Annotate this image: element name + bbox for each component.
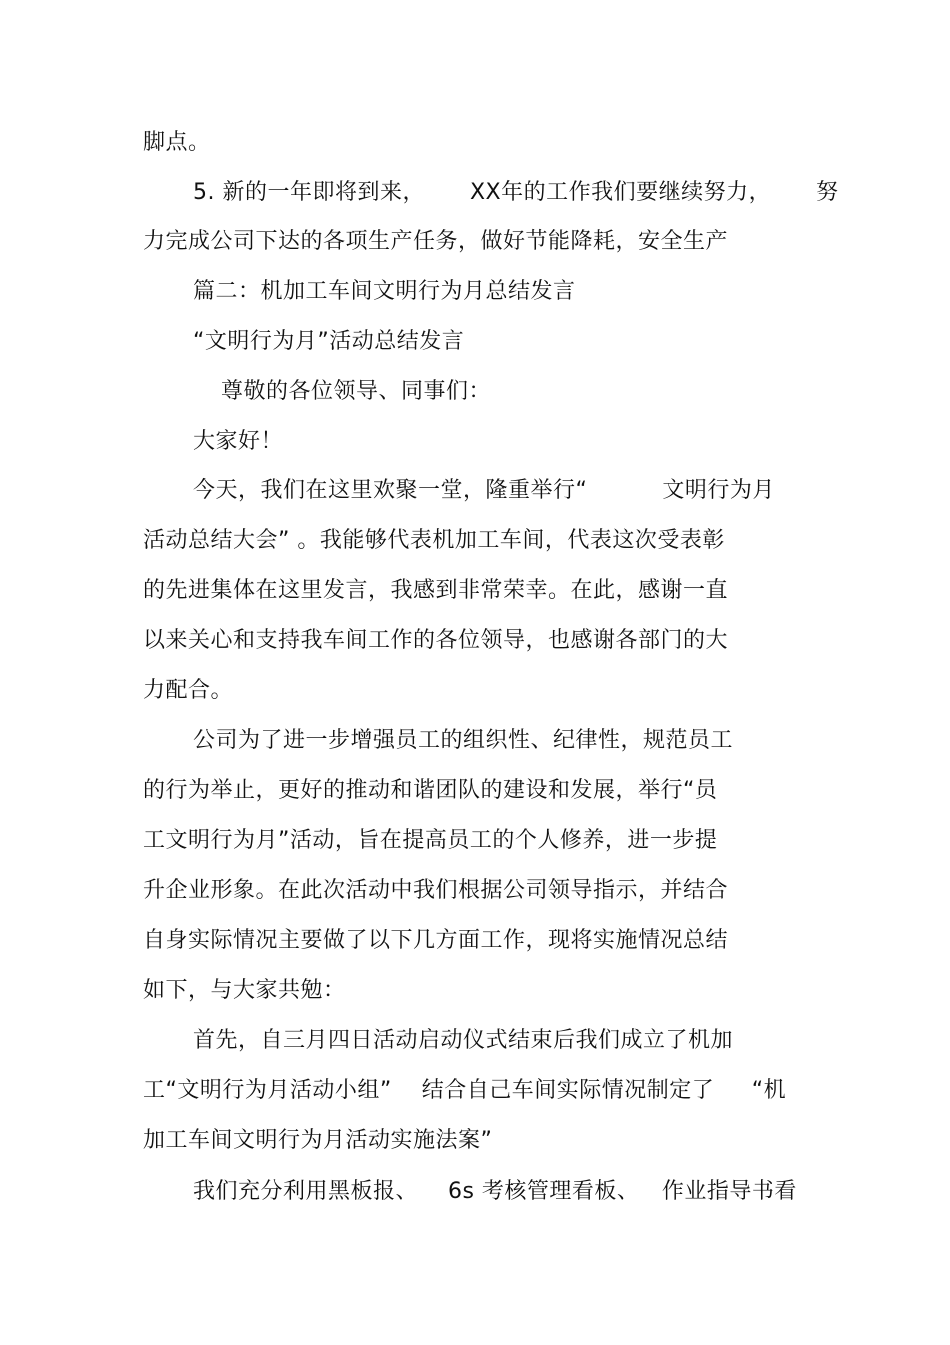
speech-title: “文明行为月”活动总结发言 bbox=[193, 329, 465, 354]
text-line-2: 5. 新的一年即将到来， XX年的工作我们要继续努力， 努 bbox=[193, 180, 839, 205]
text-line-15: 工文明行为月”活动，旨在提高员工的个人修养，进一步提 bbox=[143, 828, 718, 853]
salutation: 尊敬的各位领导、同事们： bbox=[221, 379, 492, 404]
text-line-3: 力完成公司下达的各项生产任务，做好节能降耗，安全生产 bbox=[143, 229, 729, 254]
text-line-8: 今天，我们在这里欢聚一堂，隆重举行“ 文明行为月 bbox=[193, 478, 775, 503]
text-line-12: 力配合。 bbox=[143, 678, 234, 703]
text-line-22: 我们充分利用黑板报、 6s 考核管理看板、 作业指导书看 bbox=[193, 1179, 797, 1204]
text-line-13: 公司为了进一步增强员工的组织性、纪律性，规范员工 bbox=[193, 728, 734, 753]
text-line-9: 活动总结大会” 。我能够代表机加工车间，代表这次受表彰 bbox=[143, 528, 725, 553]
text-line-17: 自身实际情况主要做了以下几方面工作，现将实施情况总结 bbox=[143, 928, 729, 953]
section-heading: 篇二：机加工车间文明行为月总结发言 bbox=[193, 279, 576, 304]
text-line-16: 升企业形象。在此次活动中我们根据公司领导指示，并结合 bbox=[143, 878, 729, 903]
greeting: 大家好！ bbox=[193, 429, 284, 454]
text-line-20: 工“文明行为月活动小组” 结合自己车间实际情况制定了 “机 bbox=[143, 1078, 787, 1103]
text-line-10: 的先进集体在这里发言，我感到非常荣幸。在此，感谢一直 bbox=[143, 578, 729, 603]
text-line-1: 脚点。 bbox=[143, 130, 211, 155]
text-line-21: 加工车间文明行为月活动实施法案” bbox=[143, 1128, 493, 1153]
text-line-18: 如下，与大家共勉： bbox=[143, 978, 346, 1003]
text-line-14: 的行为举止，更好的推动和谐团队的建设和发展，举行“员 bbox=[143, 778, 718, 803]
text-line-11: 以来关心和支持我车间工作的各位领导，也感谢各部门的大 bbox=[143, 628, 729, 653]
text-line-19: 首先，自三月四日活动启动仪式结束后我们成立了机加 bbox=[193, 1028, 734, 1053]
